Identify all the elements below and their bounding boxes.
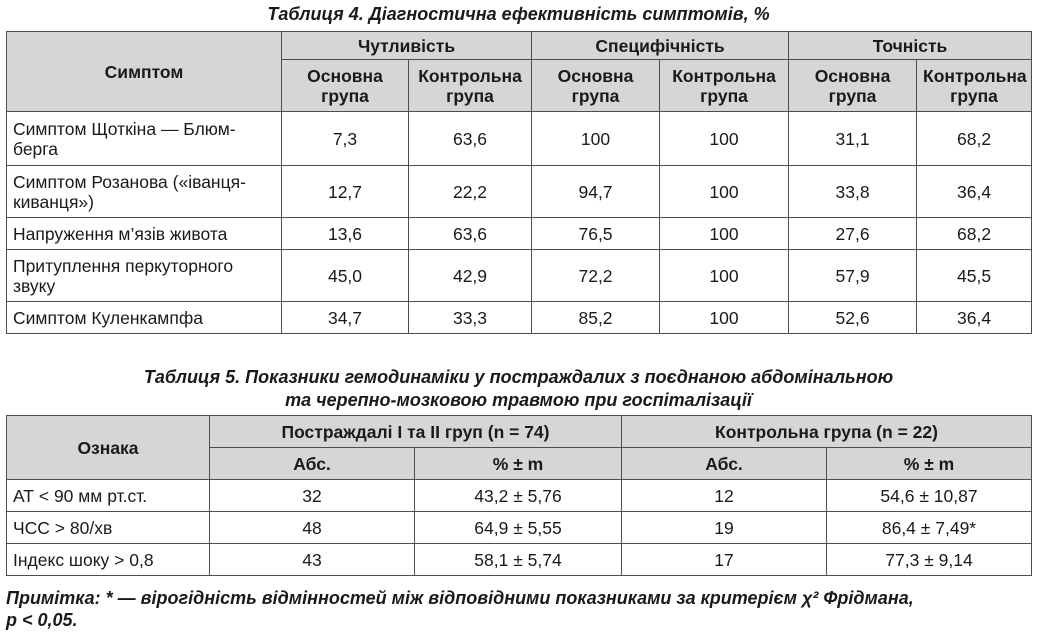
header-specificity: Специфічність xyxy=(532,32,789,60)
header-sign: Ознака xyxy=(7,416,210,480)
table-row xyxy=(7,166,1032,218)
cell-value: 36,4 xyxy=(917,166,1032,218)
cell-value: 31,1 xyxy=(789,112,917,166)
cell-value: 22,2 xyxy=(409,166,532,218)
table-row xyxy=(7,302,1032,334)
cell-value: 68,2 xyxy=(917,218,1032,250)
cell-value: 85,2 xyxy=(532,302,660,334)
cell-value: 19 xyxy=(622,512,827,544)
cell-value: 86,4 ± 7,49* xyxy=(827,512,1032,544)
cell-value: 100 xyxy=(660,112,789,166)
subheader-control: Контрольна група xyxy=(409,60,532,112)
cell-value: 27,6 xyxy=(789,218,917,250)
table4 xyxy=(6,31,1032,334)
cell-value: 33,8 xyxy=(789,166,917,218)
cell-value: 45,0 xyxy=(282,250,409,302)
table5-caption-line1: Таблиця 5. Показники гемодинаміки у постраждалих з поєднаною абдомінальною xyxy=(143,367,894,387)
cell-value: 57,9 xyxy=(789,250,917,302)
symptom-name: Симптом Щоткіна — Блюм-берга xyxy=(7,112,282,166)
sign-name: ЧСС > 80/хв xyxy=(7,512,210,544)
table4-caption: Таблиця 4. Діагностична ефективність симптомів, % xyxy=(267,4,770,24)
footnote-line2: p < 0,05. xyxy=(6,610,78,630)
table5-caption-line2: та черепно-мозковою травмою при госпіталізації xyxy=(285,390,752,410)
subheader-pct: % ± m xyxy=(415,448,622,480)
table-row xyxy=(7,218,1032,250)
table5 xyxy=(6,415,1032,576)
cell-value: 33,3 xyxy=(409,302,532,334)
subheader-main: Основна група xyxy=(282,60,409,112)
symptom-name: Симптом Розанова («іванця-киванця») xyxy=(7,166,282,218)
cell-value: 68,2 xyxy=(917,112,1032,166)
cell-value: 12,7 xyxy=(282,166,409,218)
cell-value: 52,6 xyxy=(789,302,917,334)
symptom-name: Притуплення перкуторного звуку xyxy=(7,250,282,302)
cell-value: 45,5 xyxy=(917,250,1032,302)
cell-value: 13,6 xyxy=(282,218,409,250)
subheader-abs: Абс. xyxy=(210,448,415,480)
cell-value: 100 xyxy=(660,218,789,250)
cell-value: 36,4 xyxy=(917,302,1032,334)
cell-value: 7,3 xyxy=(282,112,409,166)
cell-value: 100 xyxy=(660,166,789,218)
subheader-control: Контрольна група xyxy=(660,60,789,112)
cell-value: 72,2 xyxy=(532,250,660,302)
cell-value: 43 xyxy=(210,544,415,576)
cell-value: 42,9 xyxy=(409,250,532,302)
subheader-main: Основна група xyxy=(532,60,660,112)
cell-value: 94,7 xyxy=(532,166,660,218)
subheader-abs: Абс. xyxy=(622,448,827,480)
footnote xyxy=(6,587,1031,631)
subheader-control: Контрольна група xyxy=(917,60,1032,112)
cell-value: 12 xyxy=(622,480,827,512)
subheader-pct: % ± m xyxy=(827,448,1032,480)
cell-value: 100 xyxy=(660,302,789,334)
cell-value: 17 xyxy=(622,544,827,576)
cell-value: 48 xyxy=(210,512,415,544)
cell-value: 76,5 xyxy=(532,218,660,250)
table-row xyxy=(7,512,1032,544)
sign-name: АТ < 90 мм рт.ст. xyxy=(7,480,210,512)
header-control-group: Контрольна група (n = 22) xyxy=(622,416,1032,448)
cell-value: 100 xyxy=(660,250,789,302)
cell-value: 32 xyxy=(210,480,415,512)
table-row xyxy=(7,544,1032,576)
cell-value: 63,6 xyxy=(409,218,532,250)
symptom-name: Симптом Куленкампфа xyxy=(7,302,282,334)
subheader-main: Основна група xyxy=(789,60,917,112)
cell-value: 34,7 xyxy=(282,302,409,334)
table-row xyxy=(7,480,1032,512)
cell-value: 43,2 ± 5,76 xyxy=(415,480,622,512)
header-injured-group: Постраждалі I та II груп (n = 74) xyxy=(210,416,622,448)
cell-value: 63,6 xyxy=(409,112,532,166)
cell-value: 100 xyxy=(532,112,660,166)
table-row xyxy=(7,112,1032,166)
header-sensitivity: Чутливість xyxy=(282,32,532,60)
symptom-name: Напруження м’язів живота xyxy=(7,218,282,250)
footnote-line1: Примітка: * — вірогідність відмінностей між відповідними показниками за критерієм χ² Фрідмана, xyxy=(6,588,914,608)
cell-value: 58,1 ± 5,74 xyxy=(415,544,622,576)
sign-name: Індекс шоку > 0,8 xyxy=(7,544,210,576)
cell-value: 77,3 ± 9,14 xyxy=(827,544,1032,576)
header-symptom: Симптом xyxy=(7,32,282,112)
table-row xyxy=(7,250,1032,302)
cell-value: 54,6 ± 10,87 xyxy=(827,480,1032,512)
cell-value: 64,9 ± 5,55 xyxy=(415,512,622,544)
header-accuracy: Точність xyxy=(789,32,1032,60)
